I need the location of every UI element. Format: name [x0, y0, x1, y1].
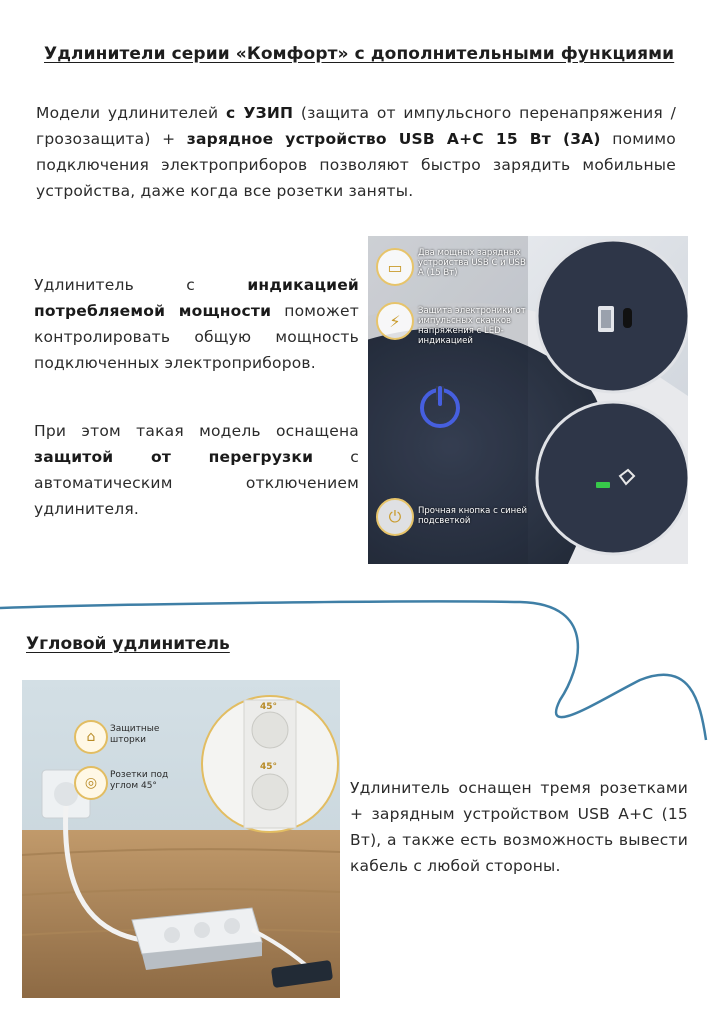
- angled-socket-icon: ◎: [74, 766, 108, 800]
- extension-cord-illustration: [368, 236, 688, 564]
- section-title-corner: Угловой удлинитель: [26, 634, 230, 654]
- overload-protection-paragraph: При этом такая модель оснащена защитой от перегрузки с автоматическим отключением удлинителя.: [34, 422, 359, 518]
- surge-protection-icon: ⚡: [376, 302, 414, 340]
- usb-charger-icon: ▭: [376, 248, 414, 286]
- power-button-icon: ⏻: [376, 498, 414, 536]
- page-title: Удлинители серии «Комфорт» с дополнительными функциями: [44, 44, 675, 64]
- shutters-label: Защитные шторки: [110, 724, 160, 745]
- led-indicator-zoom-circle: [537, 402, 688, 554]
- angle-label: Розетки под углом 45°: [110, 770, 169, 791]
- angle-top-label: 45°: [260, 702, 278, 712]
- usb-feature-label: Два мощных зарядных устройства USB C и USB A (15 Вт): [418, 248, 526, 278]
- corner-cord-paragraph: Удлинитель оснащен тремя розетками + зарядным устройством USB A+C (15 Вт), а также есть возможность вывести кабель с любой стороны.: [350, 779, 688, 875]
- angle-bottom-label: 45°: [260, 762, 278, 772]
- surge-protection-label: Защита электроники от импульсных скачков напряжения с LED-индикацией: [418, 306, 526, 346]
- extension-cord-closeup-photo: [368, 236, 688, 564]
- intro-paragraph: Модели удлинителей с УЗИП (защита от импульсного перенапряжения / грозозащита) + зарядное устройство USB A+C 15 Вт (3А) помимо подключения электроприборов позволяют быстро зарядить мобильные устройства, даже когда все розетки заняты.: [36, 104, 677, 200]
- shutters-icon: ⌂: [74, 720, 108, 754]
- corner-extension-cord-photo: [22, 680, 340, 998]
- corner-cord-illustration: [22, 680, 340, 998]
- power-indication-paragraph: Удлинитель с индикацией потребляемой мощности поможет контролировать общую мощность подключенных электроприборов.: [34, 276, 359, 372]
- button-feature-label: Прочная кнопка с синей подсветкой: [418, 506, 527, 526]
